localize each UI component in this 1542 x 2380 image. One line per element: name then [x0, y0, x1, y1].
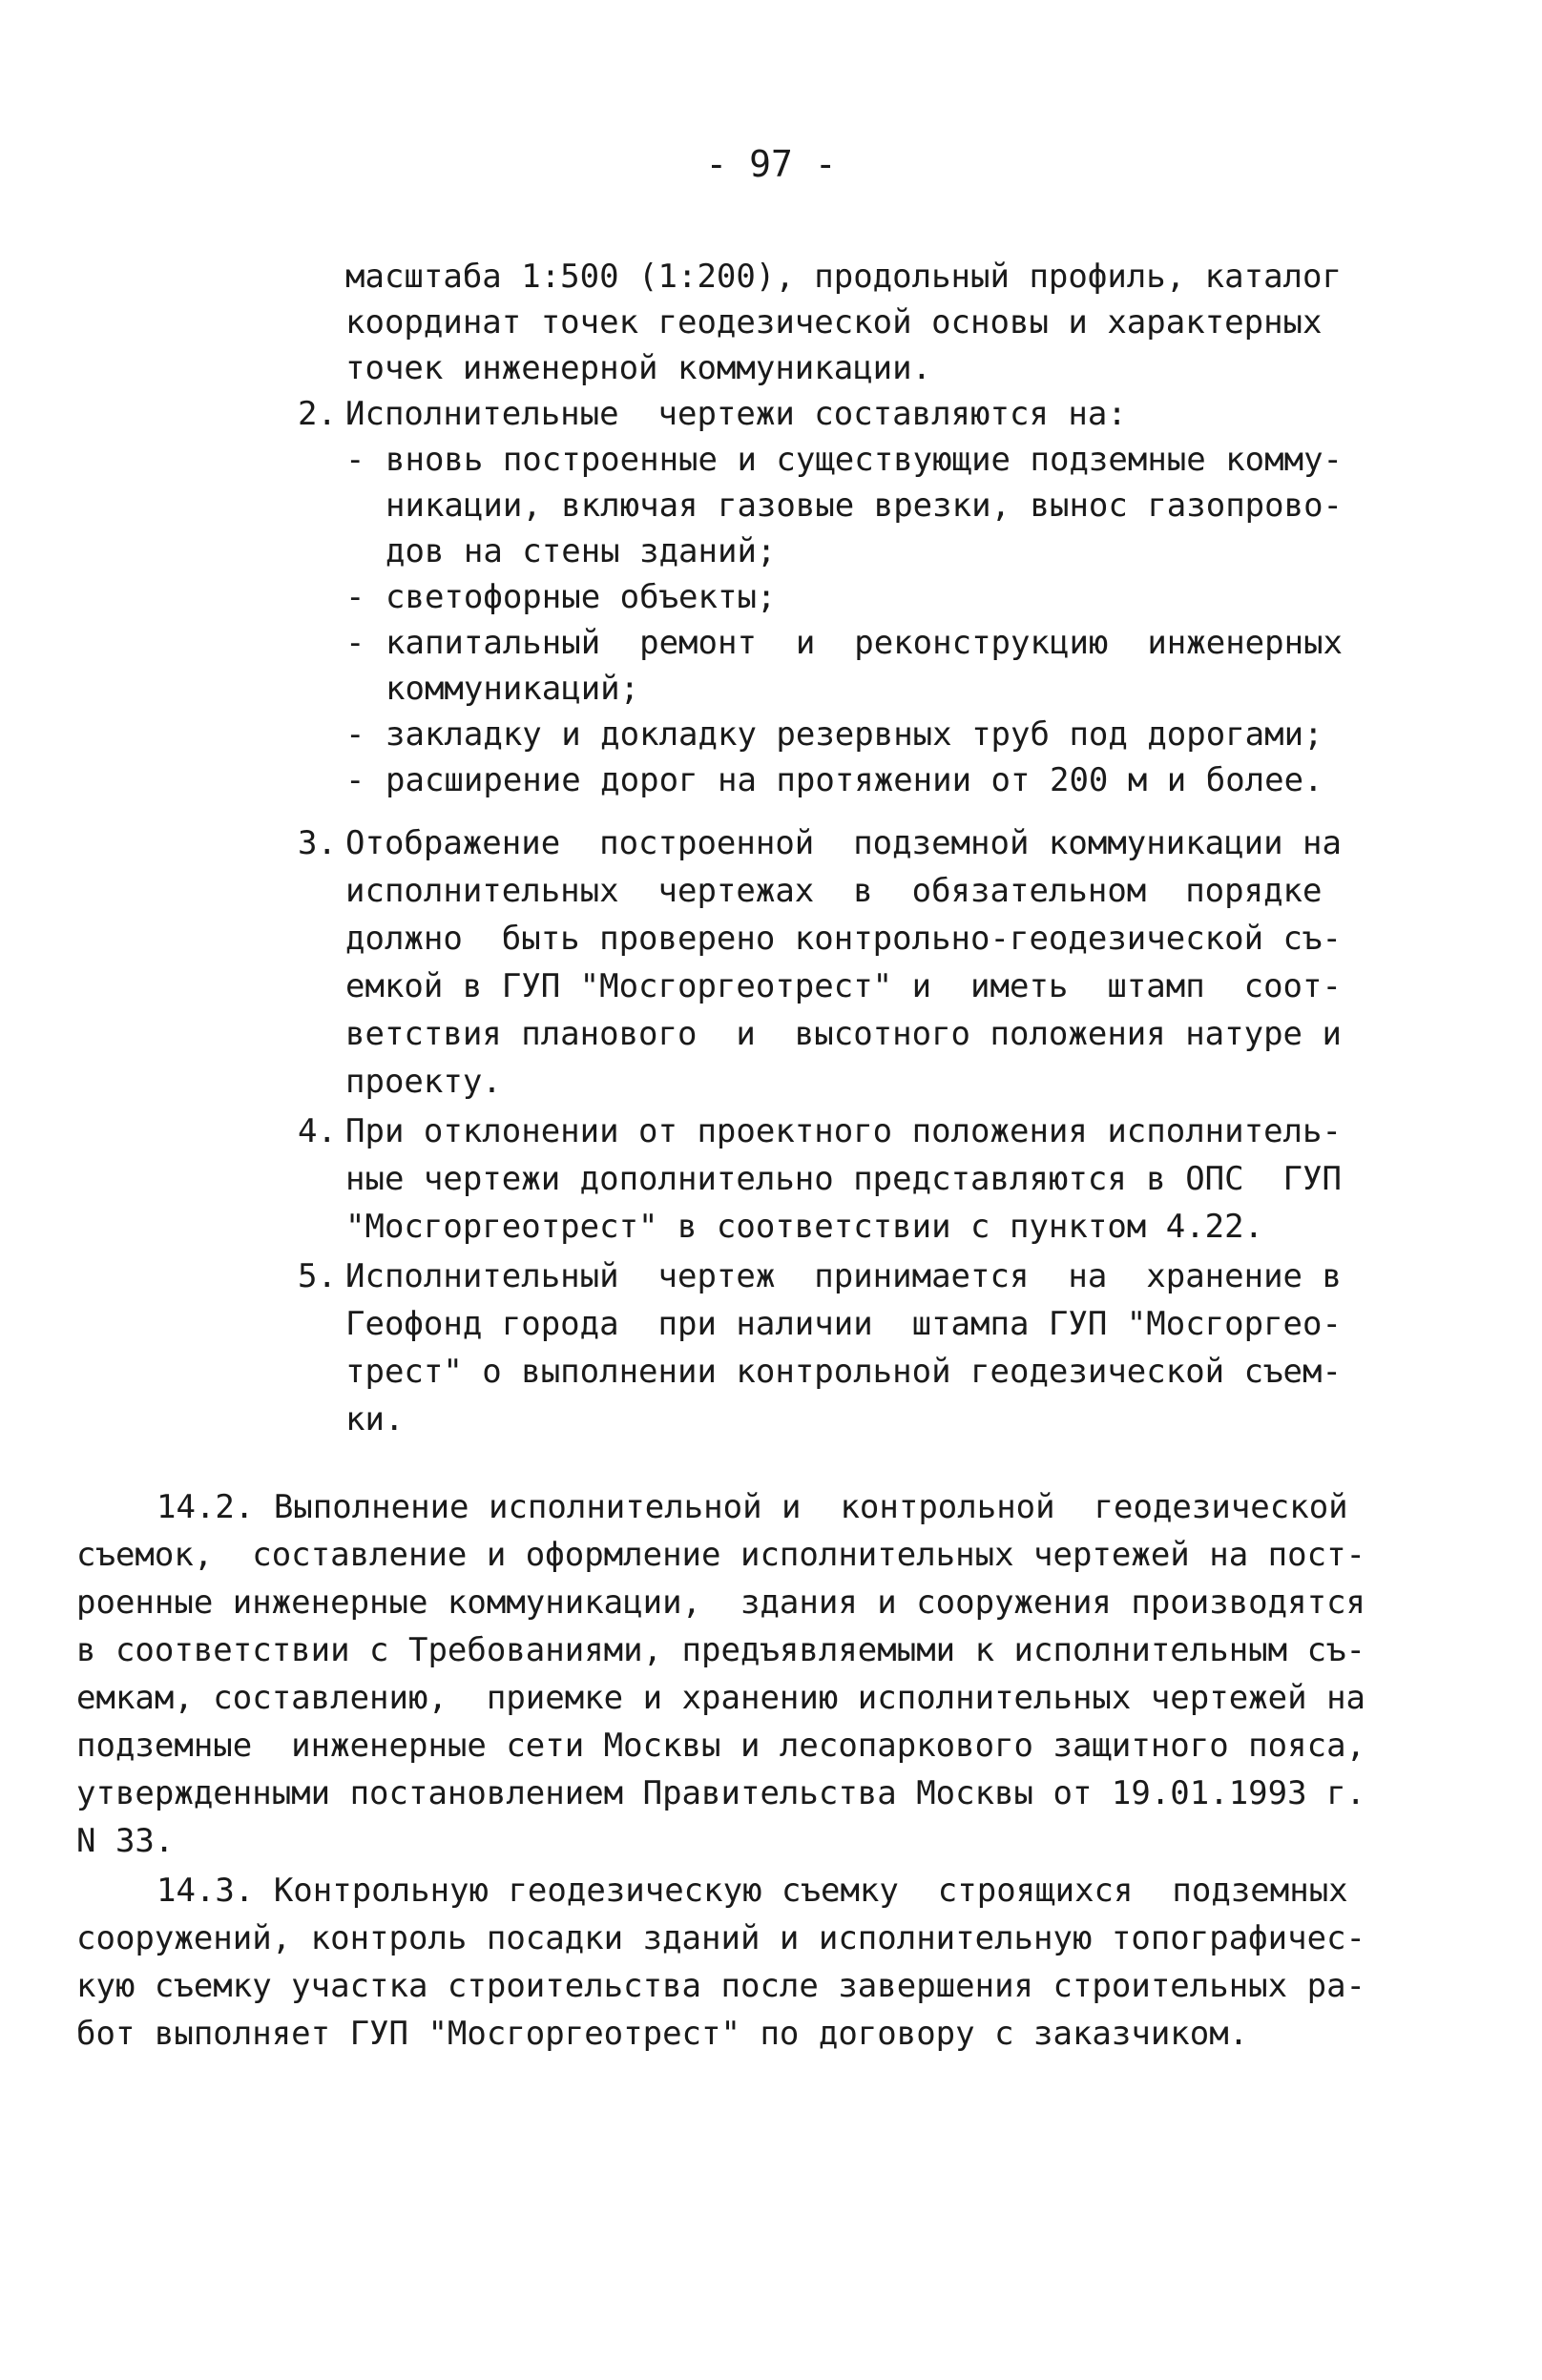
item-line: Исполнительные чертежи составляются на: — [345, 395, 1127, 433]
item-line: проекту. — [345, 1063, 502, 1101]
item-line: ные чертежи дополнительно представляются в ОПС ГУП — [345, 1160, 1342, 1198]
item-line: ветствия планового и высотного положения натуре и — [345, 1015, 1342, 1053]
dash-marker: - — [345, 578, 365, 616]
item-line: "Мосгоргеотрест" в соответствии с пунктом 4.22. — [345, 1208, 1264, 1246]
paragraph-line: съемок, составление и оформление исполнительных чертежей на пост- — [76, 1536, 1366, 1574]
item-line: Отображение построенной подземной коммуникации на — [345, 824, 1342, 862]
dash-line: светофорные объекты; — [386, 578, 777, 616]
item-line: трест" о выполнении контрольной геодезической съем- — [345, 1353, 1342, 1391]
item-line: исполнительных чертежах в обязательном порядке — [345, 872, 1323, 910]
paragraph-line: кую съемку участка строительства после завершения строительных ра- — [76, 1967, 1366, 2005]
dash-marker: - — [345, 761, 365, 799]
paragraph-line: бот выполняет ГУП "Мосгоргеотрест" по договору с заказчиком. — [76, 2015, 1249, 2053]
dash-line: закладку и докладку резервных труб под дорогами; — [386, 715, 1323, 754]
dash-marker: - — [345, 441, 365, 479]
paragraph-line: в соответствии с Требованиями, предъявляемыми к исполнительным съ- — [76, 1631, 1366, 1669]
item-line: должно быть проверено контрольно-геодезической съ- — [345, 920, 1342, 958]
item-number: 2. — [298, 395, 337, 433]
item-line: Геофонд города при наличии штампа ГУП "Мосгоргео- — [345, 1305, 1342, 1343]
paragraph-line: емкам, составлению, приемке и хранению исполнительных чертежей на — [76, 1679, 1366, 1717]
dash-line: дов на стены зданий; — [386, 532, 777, 570]
item-number: 5. — [298, 1257, 337, 1295]
dash-line: расширение дорог на протяжении от 200 м и более. — [386, 761, 1323, 799]
dash-line: никации, включая газовые врезки, вынос газопрово- — [386, 486, 1344, 525]
continuation-line: масштаба 1:500 (1:200), продольный профиль, каталог — [345, 258, 1342, 296]
paragraph-line: 14.3. Контрольную геодезическую съемку строящихся подземных — [156, 1872, 1348, 1910]
paragraph-line: N 33. — [76, 1822, 175, 1860]
paragraph-line: утвержденными постановлением Правительства Москвы от 19.01.1993 г. — [76, 1774, 1366, 1812]
paragraph-line: подземные инженерные сети Москвы и лесопаркового защитного пояса, — [76, 1727, 1366, 1765]
item-number: 4. — [298, 1112, 337, 1150]
paragraph-line: 14.2. Выполнение исполнительной и контрольной геодезической — [156, 1488, 1348, 1526]
item-line: Исполнительный чертеж принимается на хранение в — [345, 1257, 1342, 1295]
item-line: ки. — [345, 1400, 405, 1438]
dash-line: коммуникаций; — [386, 670, 640, 708]
paragraph-line: сооружений, контроль посадки зданий и исполнительную топографичес- — [76, 1919, 1366, 1957]
item-line: емкой в ГУП "Мосгоргеотрест" и иметь штамп соот- — [345, 967, 1342, 1005]
dash-marker: - — [345, 715, 365, 754]
page-number: - 97 - — [705, 143, 837, 185]
item-number: 3. — [298, 824, 337, 862]
paragraph-line: роенные инженерные коммуникации, здания и сооружения производятся — [76, 1583, 1366, 1622]
dash-line: капитальный ремонт и реконструкцию инженерных — [386, 624, 1344, 662]
continuation-line: точек инженерной коммуникации. — [345, 349, 932, 387]
continuation-line: координат точек геодезической основы и характерных — [345, 303, 1323, 341]
dash-marker: - — [345, 624, 365, 662]
item-line: При отклонении от проектного положения исполнитель- — [345, 1112, 1342, 1150]
dash-line: вновь построенные и существующие подземные комму- — [386, 441, 1344, 479]
